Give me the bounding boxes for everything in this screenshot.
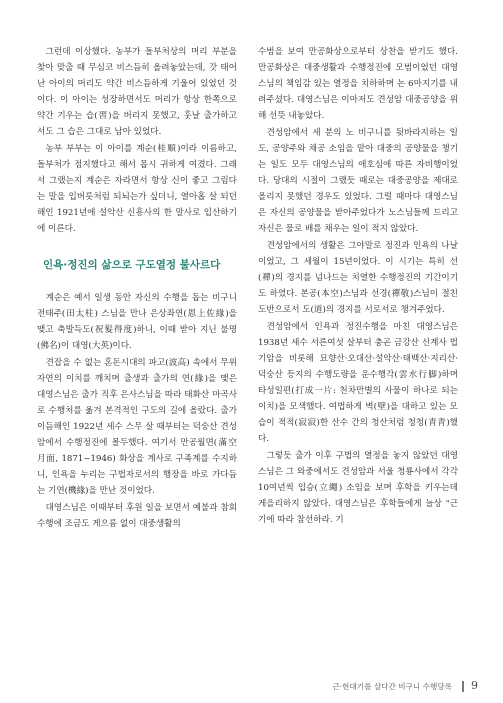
- paragraph: 견잡을 수 없는 혼돈시대의 파고(波高) 속에서 무위자연의 이치를 깨치며 출생과 출가의 연(緣)을 맺은 대영스님은 출가 직후 은사스님을 따라 태화산 마곡사로 수행처를 옮겨 본격적인 구도의 길에 올랐다. 출가 이듬해인 1922년 세수 스무 살 때부터는 덕숭산 견성암에서 수행정진에 몰두했다. 여기서 만공월면(滿空月面, 1871~1946) 화상을 계사로 구족계를 수지하니, 인욕을 누리는 구법자로서의 행장을 바로 가다듬는 기연(機緣)을 만난 것이었다.: [37, 358, 237, 496]
- section-heading: 인욕·정진의 삶으로 구도열정 불사르다: [43, 259, 221, 271]
- right-text-column: [258, 44, 458, 528]
- paragraph: 대영스님은 이때부터 후원 일을 보면서 예불과 참회수행에 조금도 게으름 없이 대중생활의: [37, 503, 237, 529]
- running-title: 근·현대기를 살다간 비구니 수행담록: [332, 682, 452, 691]
- paragraph: 그렇듯 출가 이후 구법의 열정을 놓지 않았던 대영스님은 그 와중에서도 견성암과 서울 청룡사에서 각각 10여년씩 입승(立繩) 소임을 보며 후학을 키우는데 게을리하지 않았다. 대영스님은 후학들에게 늘상 "근기에 따라 참선하라. 기: [258, 451, 458, 525]
- paragraph: 그런데 이상했다. 농부가 돌부처상의 머리 부분을 찾아 맞출 때 무심코 비스듬히 올려놓았는데, 갓 태어난 아이의 머리도 약간 비스듬하게 기울어 있었던 것이다. 이 아이는 성장하면서도 머리가 항상 한쪽으로 약간 기우는 습(習)을 버리지 못했고, 훗날 출가하고서도 그 습은 그대로 남아 있었다.: [37, 47, 237, 137]
- page-number: 9: [471, 679, 478, 692]
- paragraph: 수범을 보여 만공화상으로부터 상찬을 받기도 했다. 만공화상은 대중생활과 수행정진에 모범이었던 대영스님의 책임감 있는 열정을 치하하며 논 6마지기를 내려주셨다. 대영스님은 이마저도 견성암 대중공양을 위해 선뜻 내놓았다.: [258, 47, 458, 121]
- paragraph: 농부 부부는 이 아이를 계순(桂順)이라 이름하고, 돌부처가 점지했다고 해서 몹시 귀하게 여겼다. 그래서 그랬는지 계순은 자라면서 항상 신이 좋고 그림다는 말을 입버릇처럼 되뇌는가 싶더니, 열아홉 살 되던 해인 1921년에 설악산 신흥사의 한 말사로 입산하기에 이른다.: [37, 144, 237, 234]
- page-footer: [225, 680, 480, 694]
- paragraph: 견성암에서 세 분의 노 비구니를 뒷바라지하는 일도, 공양주와 채공 소임을 맡아 대중의 공양물을 챙기는 일도 모두 대영스님의 애호심에 따른 자비행이었다. 당대의 시절이 그랬듯 때로는 대중공양을 제대로 올리지 못했던 경우도 있었다. 그럴 때마다 대영스님은 자신의 공양물을 받아주었다가 노스님들께 드리고 자신은 물로 배를 채우는 일이 적지 않았다.: [258, 128, 458, 234]
- paragraph: 견성암에서 인욕과 정진수행을 마친 대영스님은 1938년 세수 서른여섯 살부터 충곤 금강산 신계사 법기암을 비롯해 묘향산·오대산·설악산·태백산·지리산·덕숭산 등지의 수행도량을 운수행각(雲水行脚)하며 타성일편(打成一片: 천차만별의 사물이 하나로 되는 이치)을 모색했다. 여법하게 벽(壁)을 대하고 있는 모습이 적적(寂寂)한 산수 간의 청산처럼 청청(青青)했다.: [258, 322, 458, 444]
- footer-divider: [462, 681, 464, 692]
- paragraph: 견성암에서의 생활은 그야말로 정진과 인욕의 나날이었고, 그 세월이 15년이었다. 이 시기는 특히 선(禪)의 경지를 넘나드는 치열한 수행정진의 기간이기도 하였다. 본공(本空)스님과 선경(禪敬)스님이 절친도반으로서 도(道)의 경지를 서로서로 챙겨주었다.: [258, 241, 458, 315]
- paragraph: 계순은 예서 일생 동안 자신의 수행을 돕는 비구니 전태주(田太柱) 스님을 만나 은상좌연(恩上佐緣)을 맺고 축발득도(祝髮得度)하니, 이때 받아 지닌 불명(佛名)이 대영(大英)이다.: [37, 293, 237, 351]
- left-text-column: [37, 44, 237, 532]
